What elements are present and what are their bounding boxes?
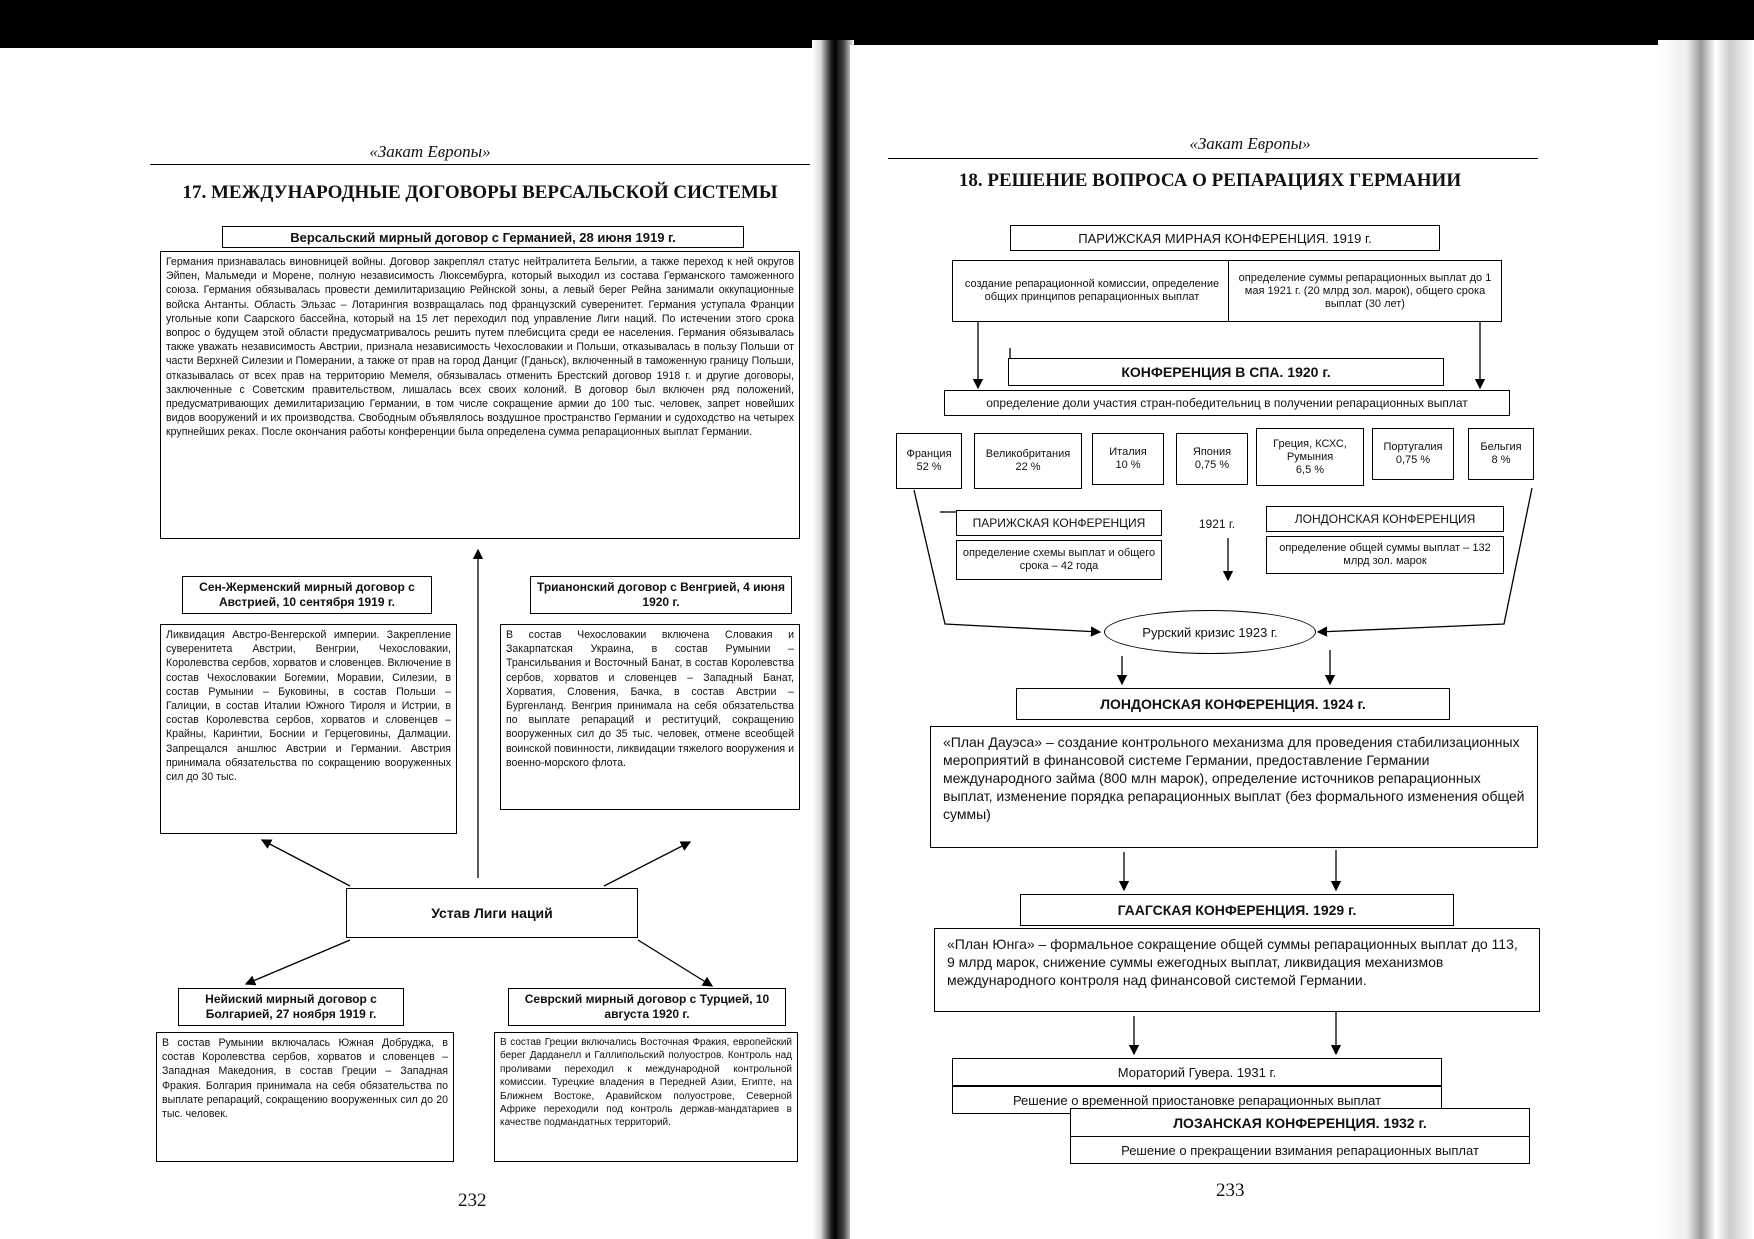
share-country: Великобритания [985, 448, 1071, 460]
book-spine [812, 40, 854, 1239]
paris-1921-description: определение схемы выплат и общего срока – 42 года [956, 540, 1162, 580]
ruhr-crisis: Рурский кризис 1923 г. [1104, 610, 1316, 654]
share-greece-kshs-romania [1256, 428, 1364, 486]
share-japan [1176, 433, 1248, 485]
neuilly-text: В состав Румынии включалась Южная Добруджа, в состав Королевства сербов, хорватов и словенцев – Западная Македония, в состав Греции – Западная Фракия. Болгария принимала на себя обязательства по выплате репараций, сокращению вооруженных сил до 20 тыс. человек. [156, 1032, 454, 1162]
saint-germain-text: Ликвидация Австро-Венгерской империи. Закрепление суверенитета Австрии, Венгрии, Чехословакии, Королевства сербов, хорватов и словенцев. Включение в состав Чехословакии Богемии, Моравии, Силезии, в состав Румынии – Буковины, в состав Польши – Галиции, в состав Италии Южного Тироля и Истрии, в состав Королевства сербов, хорватов и словенцев – Крайны, Каринтии, Боснии и Герцеговины, Далмации. Запрещался аншлюс Австрии и Германии. Австрия принимала обязательства по сокращению вооруженных сил до 30 тыс. [160, 624, 457, 834]
left-running-header: «Закат Европы» [369, 142, 491, 161]
paris-decision-left: создание репарационной комиссии, определение общих принципов репарационных выплат [952, 260, 1232, 322]
trianon-title: Трианонский договор с Венгрией, 4 июня 1920 г. [530, 576, 792, 614]
paris-peace-conference: ПАРИЖСКАЯ МИРНАЯ КОНФЕРЕНЦИЯ. 1919 г. [1010, 225, 1440, 251]
london-conference-1924: ЛОНДОНСКАЯ КОНФЕРЕНЦИЯ. 1924 г. [1016, 688, 1450, 720]
left-page-title: 17. МЕЖДУНАРОДНЫЕ ДОГОВОРЫ ВЕРСАЛЬСКОЙ СИСТЕМЫ [182, 182, 778, 203]
spa-conference: КОНФЕРЕНЦИЯ В СПА. 1920 г. [1008, 358, 1444, 386]
saint-germain-title: Сен-Жерменский мирный договор с Австрией, 10 сентября 1919 г. [182, 576, 432, 614]
share-value: 8 % [1491, 454, 1511, 466]
share-great-britain [974, 433, 1082, 489]
share-value: 10 % [1115, 459, 1141, 471]
share-italy [1092, 433, 1164, 485]
share-country: Португалия [1383, 441, 1443, 453]
share-portugal [1372, 428, 1454, 480]
share-country: Япония [1192, 446, 1232, 458]
paris-conference-1921: ПАРИЖСКАЯ КОНФЕРЕНЦИЯ [956, 510, 1162, 536]
hoover-moratorium: Мораторий Гувера. 1931 г. [952, 1058, 1442, 1086]
share-country: Бельгия [1480, 441, 1522, 453]
neuilly-title: Нейиский мирный договор с Болгарией, 27 ноября 1919 г. [178, 988, 404, 1026]
share-country: Греция, КСХС, Румыния [1273, 437, 1347, 463]
young-plan: «План Юнга» – формальное сокращение общей суммы репарационных выплат до 113, 9 млрд марок, снижение суммы ежегодных выплат, ликвидация механизмов международного контроля над финансовой системой Германии. [934, 928, 1540, 1012]
left-header-rule [150, 164, 810, 165]
share-country: Франция [906, 448, 952, 460]
share-value: 22 % [1015, 461, 1041, 473]
share-belgium [1468, 428, 1534, 480]
trianon-text: В состав Чехословакии включена Словакия и Закарпатская Украина, в состав Румынии – Трансильвания и Восточный Банат, в состав Королевства сербов, хорватов и словенцев – Западный Банат, Хорватия, Словения, Бачка, в состав Австрии – Бургенланд. Венгрия принимала на себя обязательства по выплате репараций и реституций, сокращению вооруженных сил до 35 тыс. человек, отмене всеобщей воинской повинности, ликвидации тяжелого вооружения и военно-морского флота. [500, 624, 800, 810]
hoover-description: Решение о временной приостановке репарационных выплат [952, 1086, 1442, 1114]
versailles-text: Германия признавалась виновницей войны. Договор закреплял статус нейтралитета Бельгии, а также переход к ней округов Эйпен, Мальмеди и Морене, полную независимость Люксембурга, который выходил из состава Германского таможенного союза. Германия обязывалась провести демилитаризацию Рейнской зоны, а левый берег Рейна занимали оккупационные войска Антанты. Область Эльзас – Лотарингия возвращалась под французский суверенитет. Германия уступала Франции угольные копи Саарского бассейна, который на 15 лет переходил под управление Лиги наций. По истечении этого срока вопрос о будущем этой области предусматривалось решить путем плебисцита среди ее населения. Германия обязывалась также уважать независимость Австрии, признала независимость Чехословакии и Польши, отказывалась в пользу Польши от части Верхней Силезии и Померании, а также от прав на город Данциг (Гданьск), включенный в таможенную границу Польши, отказывалась от всех прав на территорию Мемеля, обязывалась отменить Брестский договор 1918 г. и другие договоры, заключенные с Советским правительством, лишалась всех своих колоний. В договор был включен ряд положений, предусматривающих демилитаризацию Германии, в том числе сокращение армии до 100 тыс. человек, запрет новейших видов вооружений и их производства. Свободным объявлялось воздушное пространство Германии и судоходство на четырех крупнейших реках. После окончания работы конференции была определена сумма репарационных выплат Германии. [160, 251, 800, 539]
share-value: 52 % [916, 461, 942, 473]
spa-description: определение доли участия стран-победительниц в получении репарационных выплат [944, 390, 1510, 416]
right-running-header: «Закат Европы» [1189, 134, 1311, 153]
share-country: Италия [1109, 446, 1147, 458]
right-page-title: 18. РЕШЕНИЕ ВОПРОСА О РЕПАРАЦИЯХ ГЕРМАНИИ [958, 170, 1462, 191]
sevres-text: В состав Греции включались Восточная Фракия, европейский берег Дарданелл и Галлипольский полуостров. Контроль над проливами переходил к международной контрольной комиссии. Турецкие владения в Передней Азии, Египте, на Ближнем Востоке, Аравийском полуострове, Северной Африке переходили под контроль держав-мандатариев в качестве подмандатных территорий. [494, 1032, 798, 1162]
versailles-title: Версальский мирный договор с Германией, 28 июня 1919 г. [222, 226, 744, 248]
share-value: 0,75 % [1194, 459, 1230, 471]
hague-conference-1929: ГААГСКАЯ КОНФЕРЕНЦИЯ. 1929 г. [1020, 894, 1454, 926]
right-header-rule [888, 158, 1538, 159]
dawes-plan: «План Дауэса» – создание контрольного механизма для проведения стабилизационных мероприятий в финансовой системе Германии, предоставление Германии международного займа (800 млн марок), определение источников репарационных выплат, изменение порядка репарационных выплат (без формального изменения общей суммы) [930, 726, 1538, 848]
sevres-title: Севрский мирный договор с Турцией, 10 августа 1920 г. [508, 988, 786, 1026]
share-value: 6,5 % [1295, 463, 1325, 476]
lausanne-description: Решение о прекращении взимания репарационных выплат [1070, 1136, 1530, 1164]
paris-decision-right: определение суммы репарационных выплат до 1 мая 1921 г. (20 млрд зол. марок), общего срока выплат (30 лет) [1228, 260, 1502, 322]
share-value: 0,75 % [1395, 454, 1431, 466]
league-charter: Устав Лиги наций [346, 888, 638, 938]
share-france [896, 433, 962, 489]
london-conference-1921: ЛОНДОНСКАЯ КОНФЕРЕНЦИЯ [1266, 506, 1504, 532]
page-edge-shadow [1658, 40, 1754, 1239]
left-page-number: 232 [458, 1190, 487, 1211]
year-1921: 1921 г. [1198, 516, 1236, 531]
london-1921-description: определение общей суммы выплат – 132 млрд зол. марок [1266, 536, 1504, 574]
right-page-number: 233 [1216, 1180, 1245, 1201]
lausanne-conference-1932: ЛОЗАНСКАЯ КОНФЕРЕНЦИЯ. 1932 г. [1070, 1108, 1530, 1138]
